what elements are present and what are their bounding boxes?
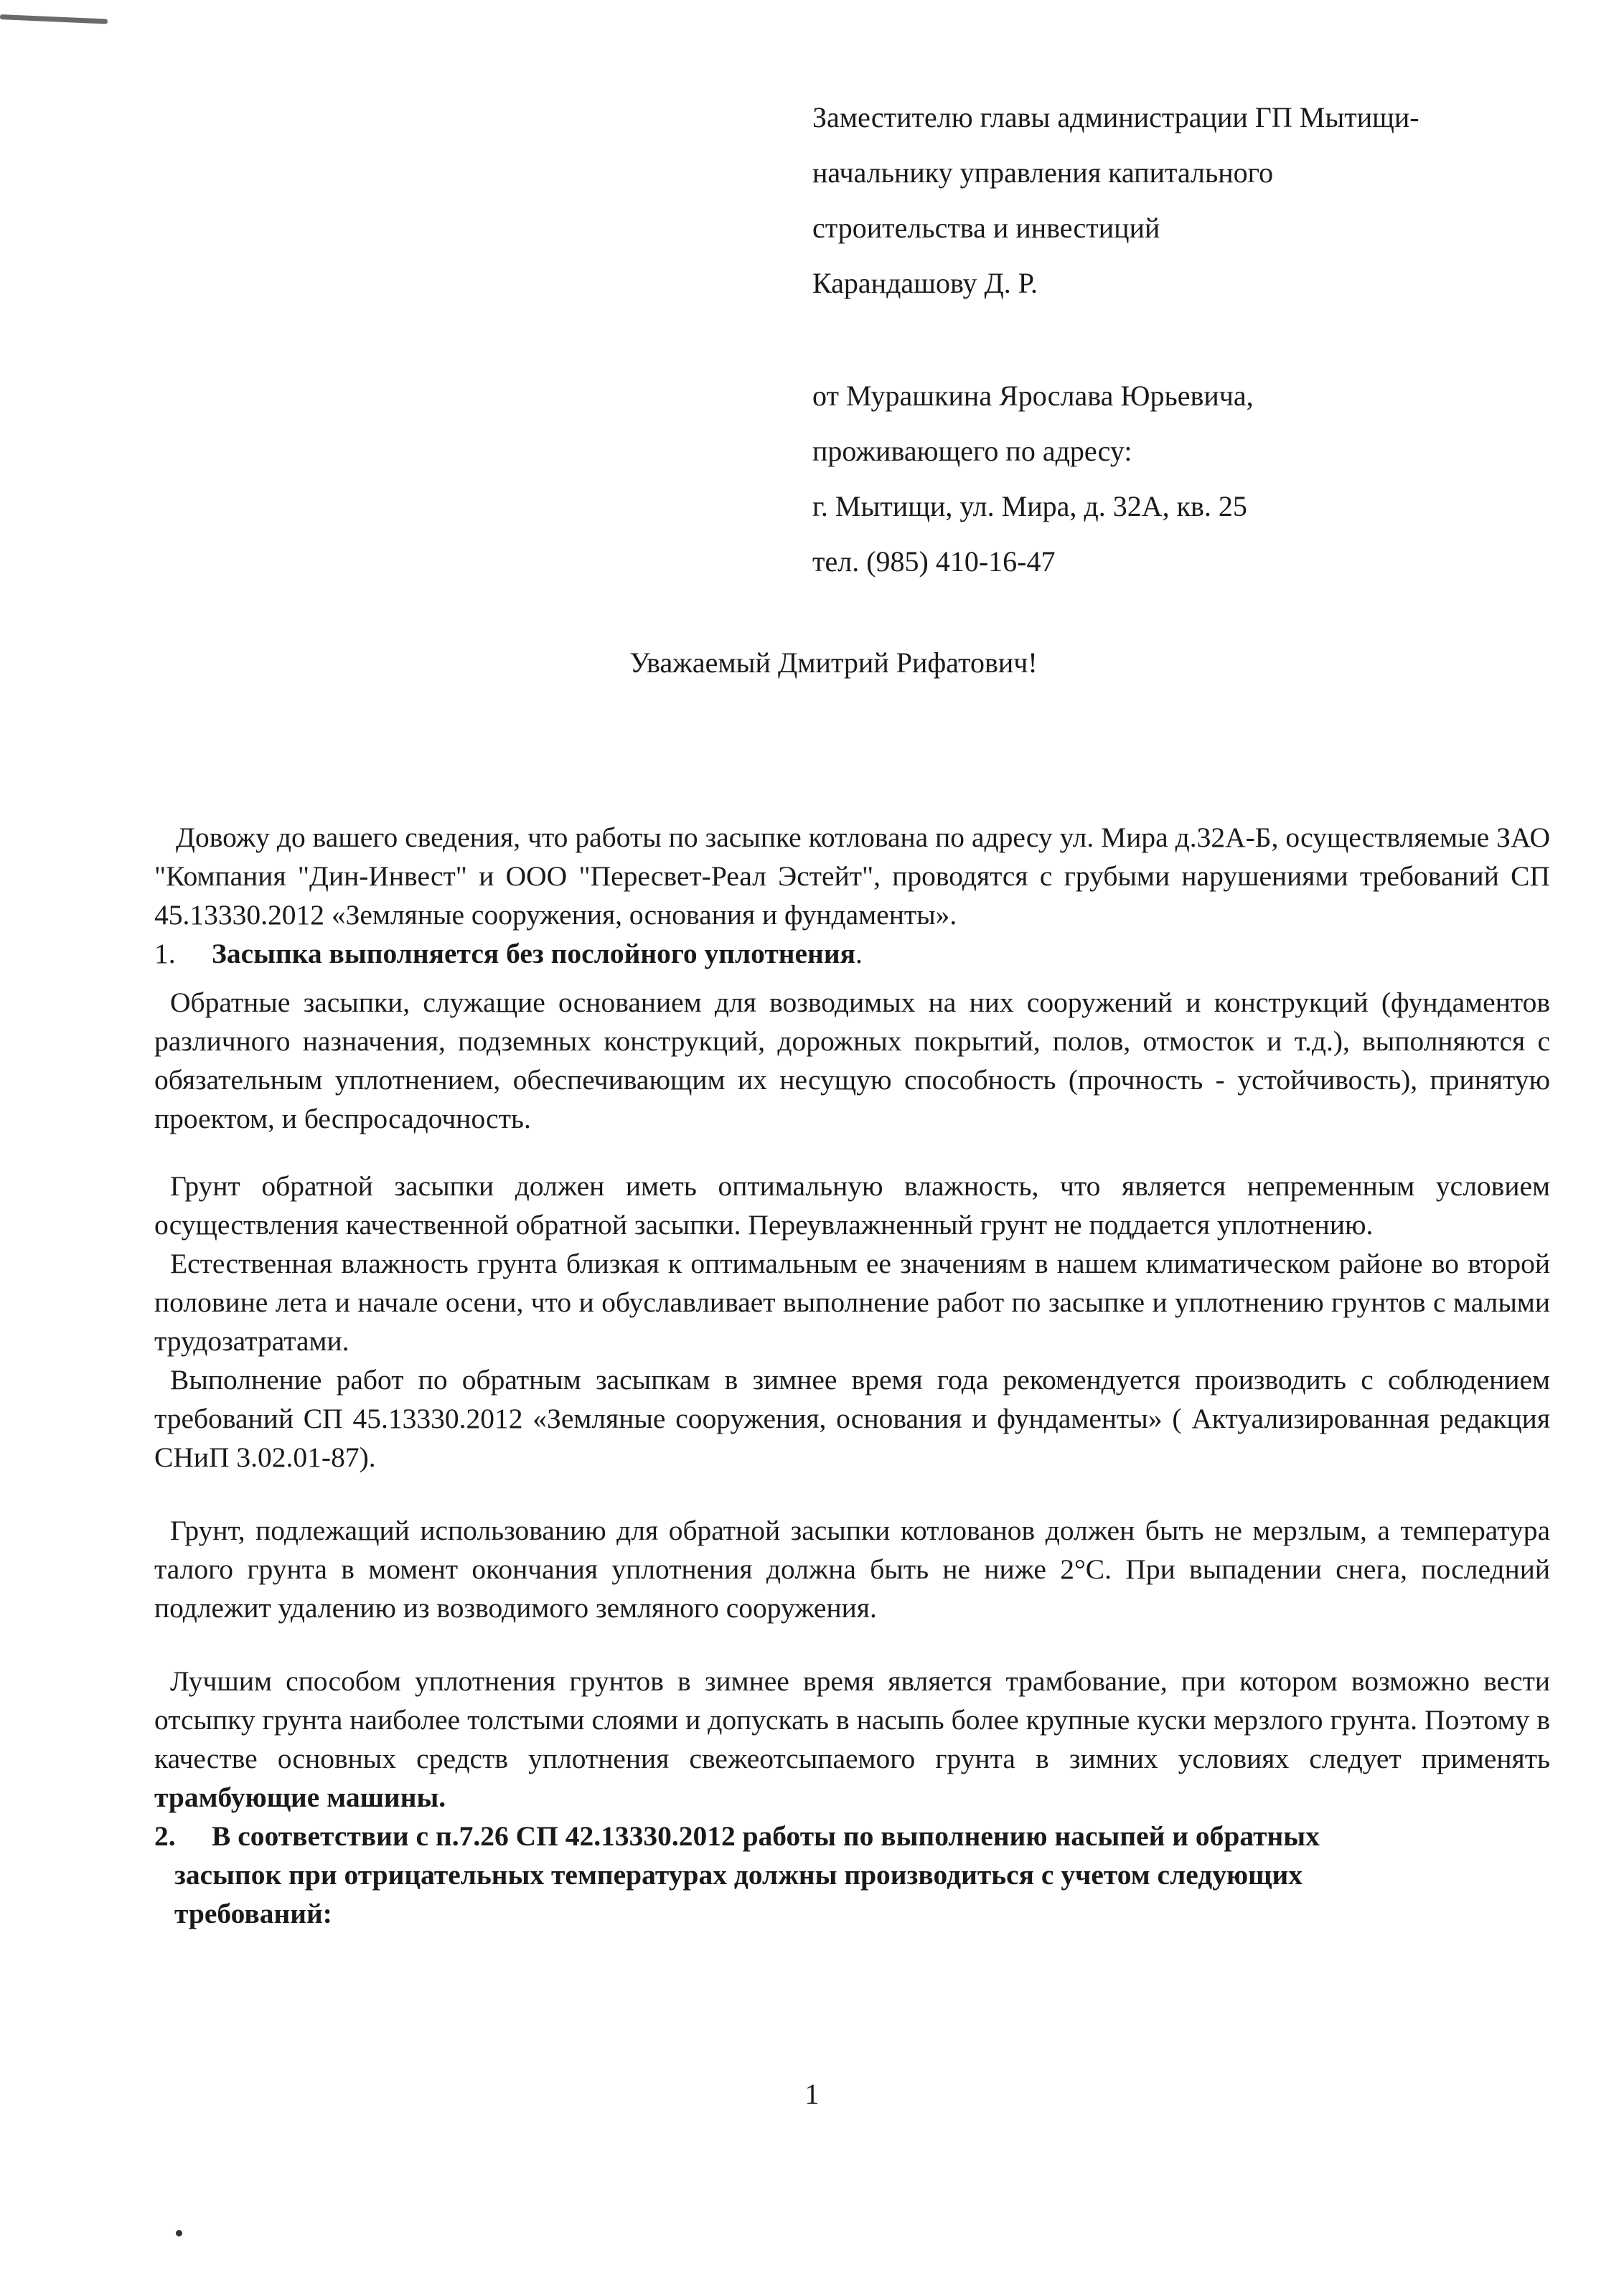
paragraph: Обратные засыпки, служащие основанием для возводимых на них сооружений и конструкций (фундаментов различного назначения, подземных конструкций, дорожных покрытий, полов, отмосток и т.д.), выполняются с обязательным уплотнением, обеспечивающим их несущую способность (прочность - устойчивость), принятую проектом, и беспросадочность. [154,987,1550,1134]
paragraph: Грунт обратной засыпки должен иметь оптимальную влажность, что является непременным условием осуществления качественной обратной засыпки. Переувлажненный грунт не поддается уплотнению. [154,1170,1550,1241]
sender-address: г. Мытищи, ул. Мира, д. 32А, кв. 25 [812,490,1247,522]
recipient-line: строительства и инвестиций [812,212,1160,244]
sender-name: от Мурашкина Ярослава Юрьевича, [812,380,1254,412]
letter-body [154,818,1550,1933]
salutation: Уважаемый Дмитрий Рифатович! [629,646,1038,679]
section-title-end: . [855,938,863,969]
emphasis-text: трамбующие машины. [154,1782,446,1813]
intro-paragraph: Довожу до вашего сведения, что работы по засыпке котлована по адресу ул. Мира д.32А-Б, осуществляемые ЗАО "Компания "Дин-Инвест" и ООО "Пересвет-Реал Эстейт", проводятся с грубыми нарушениями требований СП 45.13330.2012 «Земляные сооружения, основания и фундаменты». [154,822,1550,931]
recipient-line: Заместителю главы администрации ГП Мытищи- [812,101,1419,133]
paragraph [154,1662,1550,1817]
section-title-line: требований: [174,1898,332,1929]
section-title-line: засыпок при отрицательных температурах должны производиться с учетом следующих [174,1859,1303,1891]
recipient-name: Карандашову Д. Р. [812,267,1038,299]
section-title: Засыпка выполняется без послойного уплотнения [212,938,855,969]
scan-corner-mark [0,14,108,24]
sender-line: проживающего по адресу: [812,435,1132,467]
paragraph: Естественная влажность грунта близкая к оптимальным ее значениям в нашем климатическом районе во второй половине лета и начале осени, что и обуславливает выполнение работ по засыпке и уплотнению грунтов с малыми трудозатратами. [154,1248,1550,1357]
paragraph: Грунт, подлежащий использованию для обратной засыпки котлованов должен быть не мерзлым, а температура талого грунта в момент окончания уплотнения должна быть не ниже 2°С. При выпадении снега, последний подлежит удалению из возводимого земляного сооружения. [154,1515,1550,1624]
section-2-heading-cont [154,1855,1550,1933]
address-block [812,90,1573,589]
section-title-line: В соответствии с п.7.26 СП 42.13330.2012 работы по выполнению насыпей и обратных [212,1820,1320,1852]
page-number: 1 [804,2078,820,2110]
sender-phone: тел. (985) 410-16-47 [812,545,1056,578]
section-number: 2. [154,1820,176,1852]
section-number: 1. [154,938,176,969]
section-1-heading [154,934,1550,973]
scan-dot-mark [176,2230,182,2236]
section-2-heading [154,1817,1550,1855]
paragraph: Выполнение работ по обратным засыпкам в зимнее время года рекомендуется производить с соблюдением требований СП 45.13330.2012 «Земляные сооружения, основания и фундаменты» ( Актуализированная редакция СНиП 3.02.01-87). [154,1364,1550,1473]
paragraph-text: Лучшим способом уплотнения грунтов в зимнее время является трамбование, при котором возможно вести отсыпку грунта наиболее толстыми слоями и допускать в насыпь более крупные куски мерзлого грунта. Поэтому в качестве основных средств уплотнения свежеотсыпаемого грунта в зимних условиях следует применять [154,1665,1550,1774]
recipient-line: начальнику управления капитального [812,156,1274,189]
